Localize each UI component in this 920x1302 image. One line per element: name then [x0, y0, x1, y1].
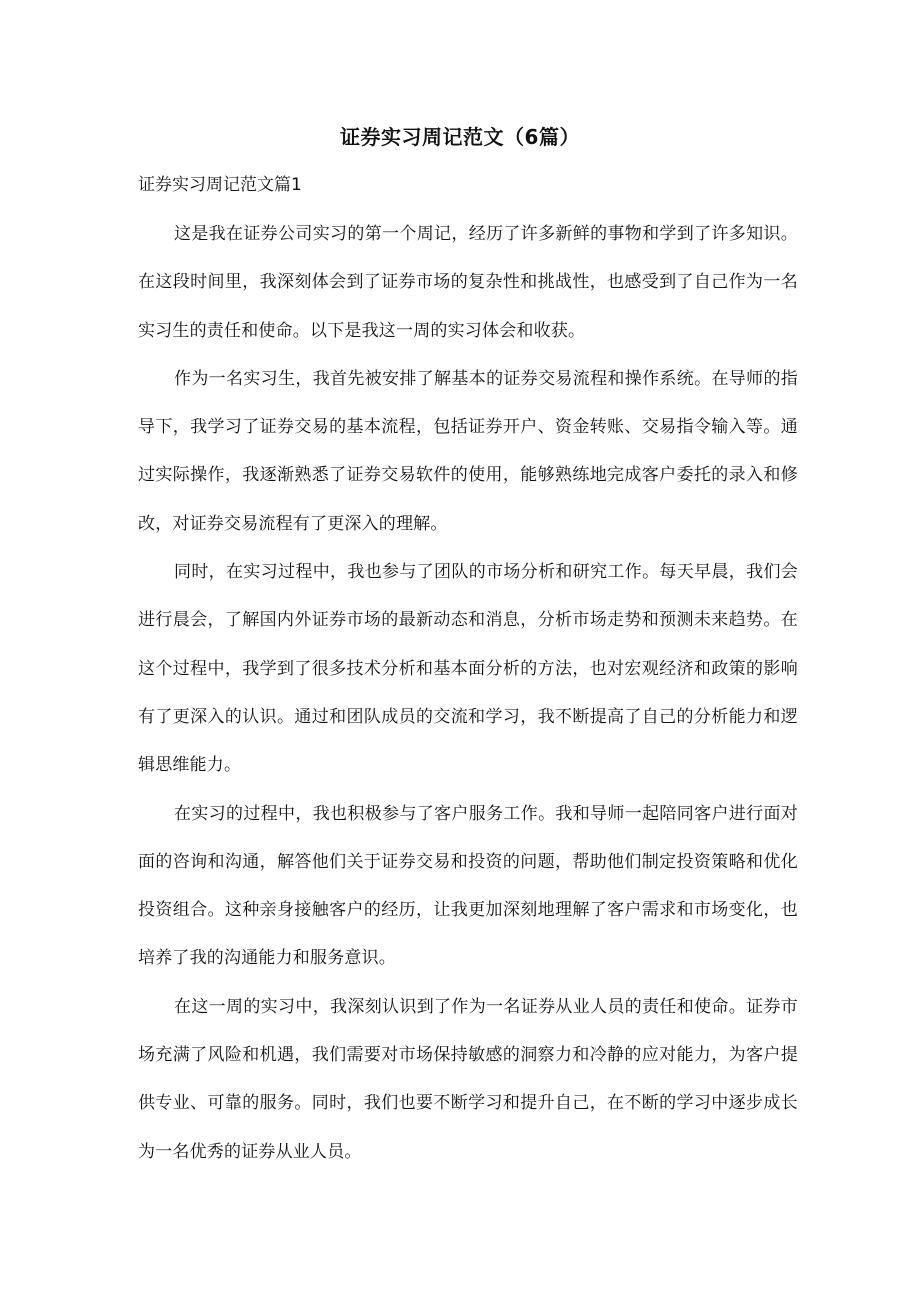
paragraph-5: 在这一周的实习中，我深刻认识到了作为一名证券从业人员的责任和使命。证券市场充满了风险和机遇，我们需要对市场保持敏感的洞察力和冷静的应对能力，为客户提供专业、可靠的服务。同时，我们也要不断学习和提升自己，在不断的学习中逐步成长为一名优秀的证券从业人员。 — [138, 996, 798, 1162]
document-body — [138, 210, 798, 1176]
paragraph-4: 在实习的过程中，我也积极参与了客户服务工作。我和导师一起陪同客户进行面对面的咨询和沟通，解答他们关于证券交易和投资的问题，帮助他们制定投资策略和优化投资组合。这种亲身接触客户的经历，让我更加深刻地理解了客户需求和市场变化，也培养了我的沟通能力和服务意识。 — [138, 803, 798, 969]
paragraph-2: 作为一名实习生，我首先被安排了解基本的证券交易流程和操作系统。在导师的指导下，我学习了证券交易的基本流程，包括证券开户、资金转账、交易指令输入等。通过实际操作，我逐渐熟悉了证券交易软件的使用，能够熟练地完成客户委托的录入和修改，对证券交易流程有了更深入的理解。 — [138, 368, 798, 534]
document-title: 证券实习周记范文（6篇） — [340, 125, 580, 149]
section-heading: 证券实习周记范文篇1 — [138, 175, 302, 195]
paragraph-3: 同时，在实习过程中，我也参与了团队的市场分析和研究工作。每天早晨，我们会进行晨会，了解国内外证券市场的最新动态和消息，分析市场走势和预测未来趋势。在这个过程中，我学到了很多技术分析和基本面分析的方法，也对宏观经济和政策的影响有了更深入的认识。通过和团队成员的交流和学习，我不断提高了自己的分析能力和逻辑思维能力。 — [138, 562, 798, 776]
paragraph-1: 这是我在证券公司实习的第一个周记，经历了许多新鲜的事物和学到了许多知识。在这段时间里，我深刻体会到了证券市场的复杂性和挑战性，也感受到了自己作为一名实习生的责任和使命。以下是我这一周的实习体会和收获。 — [138, 224, 798, 341]
